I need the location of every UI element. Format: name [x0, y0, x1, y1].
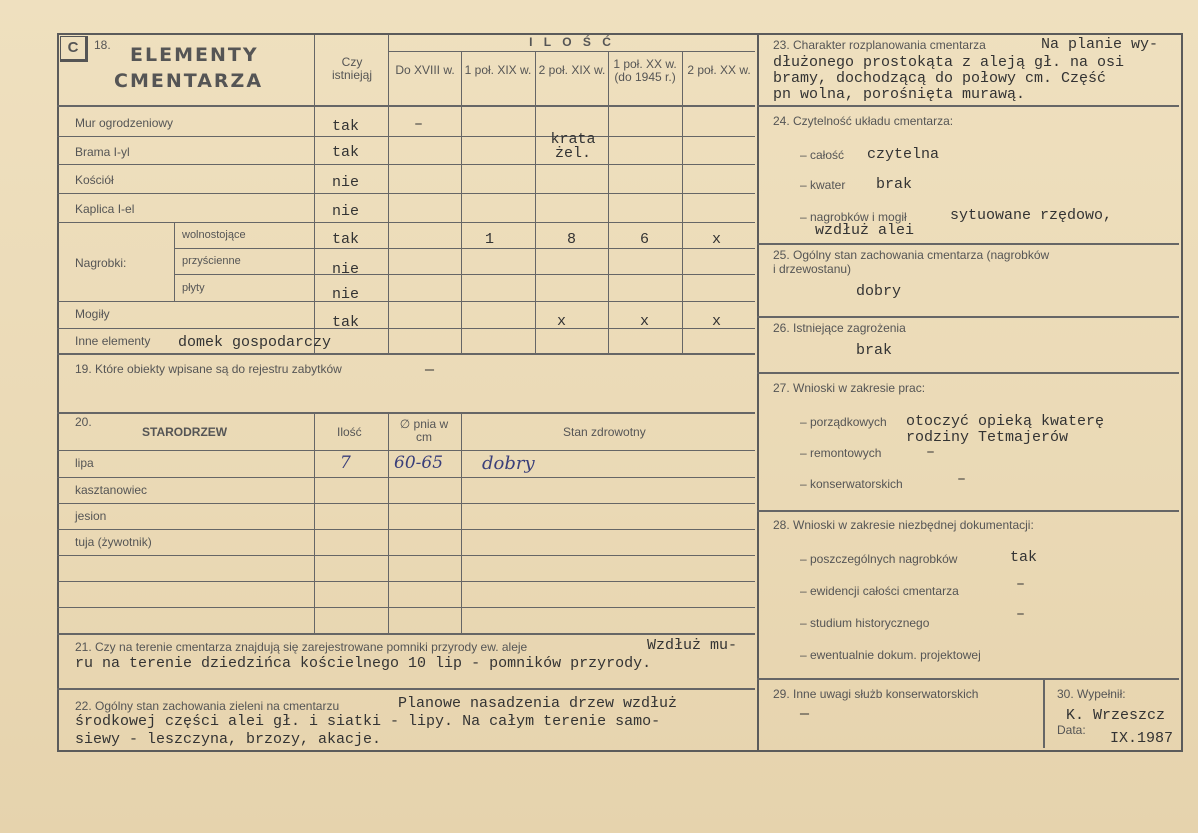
s20-col-diam: ∅ pnia w cm: [399, 417, 449, 444]
s24-nagrobkow-value1: sytuowane rzędowo,: [950, 207, 1113, 224]
freestanding-2pol-xix: 8: [567, 231, 577, 248]
exists-wall-mounted: nie: [332, 261, 360, 278]
s28-b-value: –: [1016, 576, 1026, 593]
other-elements-value: domek gospodarczy: [178, 334, 332, 351]
s20-no: 20.: [75, 415, 92, 429]
s22-label: 22. Ogólny stan zachowania zieleni na cmentarzu: [75, 699, 340, 713]
lipa-qty: 7: [340, 453, 351, 473]
row-label-gate: Brama I-yl: [75, 145, 130, 159]
s20-col-qty: Ilość: [337, 425, 362, 439]
row-label-wall: Mur ogrodzeniowy: [75, 116, 174, 130]
s27-label: 27. Wnioski w zakresie prac:: [773, 381, 926, 395]
s23-line2: dłużonego prostokąta z aleją gł. na osi: [773, 54, 1125, 71]
s27-rem-value: –: [926, 444, 936, 461]
row-label-slabs: płyty: [182, 282, 205, 294]
tree-lipa: lipa: [75, 456, 94, 470]
s21-line2: ru na terenie dziedzińca kościelnego 10 lip - pomników przyrody.: [75, 655, 652, 672]
lipa-diam: 60-65: [394, 453, 444, 473]
s30-date-value: IX.1987: [1110, 730, 1174, 747]
period-header-5: 2 poł. XX w.: [687, 63, 751, 77]
row-label-freestanding: wolnostojące: [182, 229, 246, 241]
quantity-group-header: I L O Ś Ć: [529, 35, 615, 49]
s27-rem-label: – remontowych: [800, 446, 882, 460]
s30-label: 30. Wypełnił:: [1057, 687, 1126, 701]
row-label-nagrobki: Nagrobki:: [75, 256, 127, 270]
s21-label: 21. Czy na terenie cmentarza znajdują się zarejestrowane pomniki przyrody ew. aleje: [75, 640, 528, 654]
s24-kwater-label: – kwater: [800, 178, 846, 192]
s28-a-value: tak: [1010, 549, 1038, 566]
tree-kasztanowiec: kasztanowiec: [75, 483, 148, 497]
s22-line1: Planowe nasadzenia drzew wzdłuż: [398, 695, 678, 712]
s24-calosc-label: – całość: [800, 148, 845, 162]
s28-b-label: – ewidencji całości cmentarza: [800, 584, 959, 598]
period-header-1: Do XVIII w.: [395, 63, 455, 77]
title-line2: CMENTARZA: [114, 70, 264, 92]
s27-porz-value1: otoczyć opieką kwaterę: [906, 413, 1105, 430]
row-label-other: Inne elementy: [75, 334, 151, 348]
period-header-2: 1 poł. XIX w.: [464, 63, 532, 77]
card-letter: C: [67, 39, 79, 56]
s24-kwater-value: brak: [876, 176, 913, 193]
s21-line1: Wzdłuż mu-: [647, 637, 738, 654]
freestanding-1pol-xix: 1: [485, 231, 495, 248]
s29-label: 29. Inne uwagi służb konserwatorskich: [773, 687, 979, 701]
s22-line3: siewy - leszczyna, brzozy, akacje.: [75, 731, 382, 748]
period-header-4: 1 poł. XX w. (do 1945 r.): [613, 57, 677, 84]
exists-slabs: nie: [332, 286, 360, 303]
s28-label: 28. Wnioski w zakresie niezbędnej dokumentacji:: [773, 518, 1034, 532]
s27-kons-label: – konserwatorskich: [800, 477, 903, 491]
s28-d-label: – ewentualnie dokum. projektowej: [800, 648, 981, 662]
exists-gate: tak: [332, 144, 360, 161]
s20-col-tree: STARODRZEW: [142, 425, 228, 439]
s24-label: 24. Czytelność układu cmentarza:: [773, 114, 954, 128]
s25-value: dobry: [856, 283, 902, 300]
gate-2pol-xix: krata żel.: [550, 131, 596, 162]
row-label-wall-mounted: przyścienne: [182, 255, 241, 267]
s28-c-value: –: [1016, 606, 1026, 623]
s24-nagrobkow-value2: wzdłuż alei: [815, 222, 915, 239]
exists-wall: tak: [332, 118, 360, 135]
freestanding-1pol-xx: 6: [640, 231, 650, 248]
s22-line2: środkowej części alei gł. i siatki - lipy. Na całym terenie samo-: [75, 713, 661, 730]
s27-porz-label: – porządkowych: [800, 415, 887, 429]
wall-xviii: –: [414, 116, 424, 133]
s19-value: —: [425, 362, 435, 379]
s27-porz-value2: rodziny Tetmajerów: [906, 429, 1069, 446]
s27-kons-value: –: [957, 471, 967, 488]
tree-tuja: tuja (żywotnik): [75, 535, 152, 549]
section-18-no: 18.: [94, 38, 111, 52]
graves-2pol-xix: x: [557, 313, 567, 330]
s23-line4: pn wolna, porośnięta murawą.: [773, 86, 1026, 103]
col-exists-header: Czy istniejąj: [331, 55, 373, 82]
s25-label1: 25. Ogólny stan zachowania cmentarza (nagrobków: [773, 248, 1050, 262]
s23-line3: bramy, dochodzącą do połowy cm. Część: [773, 70, 1107, 87]
s29-value: —: [800, 706, 810, 723]
s25-label2: i drzewostanu): [773, 262, 852, 276]
card-letter-box: [60, 36, 88, 62]
s30-name: K. Wrzeszcz: [1066, 707, 1166, 724]
s19-label: 19. Które obiekty wpisane są do rejestru zabytków: [75, 362, 342, 376]
graves-1pol-xx: x: [640, 313, 650, 330]
s24-calosc-value: czytelna: [867, 146, 940, 163]
exists-chapel: nie: [332, 203, 360, 220]
s28-a-label: – poszczególnych nagrobków: [800, 552, 958, 566]
tree-jesion: jesion: [75, 509, 107, 523]
s26-label: 26. Istniejące zagrożenia: [773, 321, 906, 335]
graves-2pol-xx: x: [712, 313, 722, 330]
period-header-3: 2 poł. XIX w.: [538, 63, 606, 77]
lipa-health: dobry: [482, 453, 535, 474]
exists-graves: tak: [332, 314, 360, 331]
s24-nagrobkow-label: – nagrobków i mogił: [800, 210, 907, 224]
s28-c-label: – studium historycznego: [800, 616, 930, 630]
s26-value: brak: [856, 342, 893, 359]
title-line1: ELEMENTY: [130, 44, 259, 66]
s23-line1: Na planie wy-: [1041, 36, 1159, 53]
row-label-church: Kościół: [75, 173, 114, 187]
s30-date-label: Data:: [1057, 723, 1086, 737]
exists-church: nie: [332, 174, 360, 191]
s20-col-health: Stan zdrowotny: [563, 425, 646, 439]
row-label-graves: Mogiły: [75, 307, 110, 321]
row-label-chapel: Kaplica I-el: [75, 202, 135, 216]
s23-label: 23. Charakter rozplanowania cmentarza: [773, 38, 986, 52]
exists-freestanding: tak: [332, 231, 360, 248]
freestanding-2pol-xx: x: [712, 231, 722, 248]
